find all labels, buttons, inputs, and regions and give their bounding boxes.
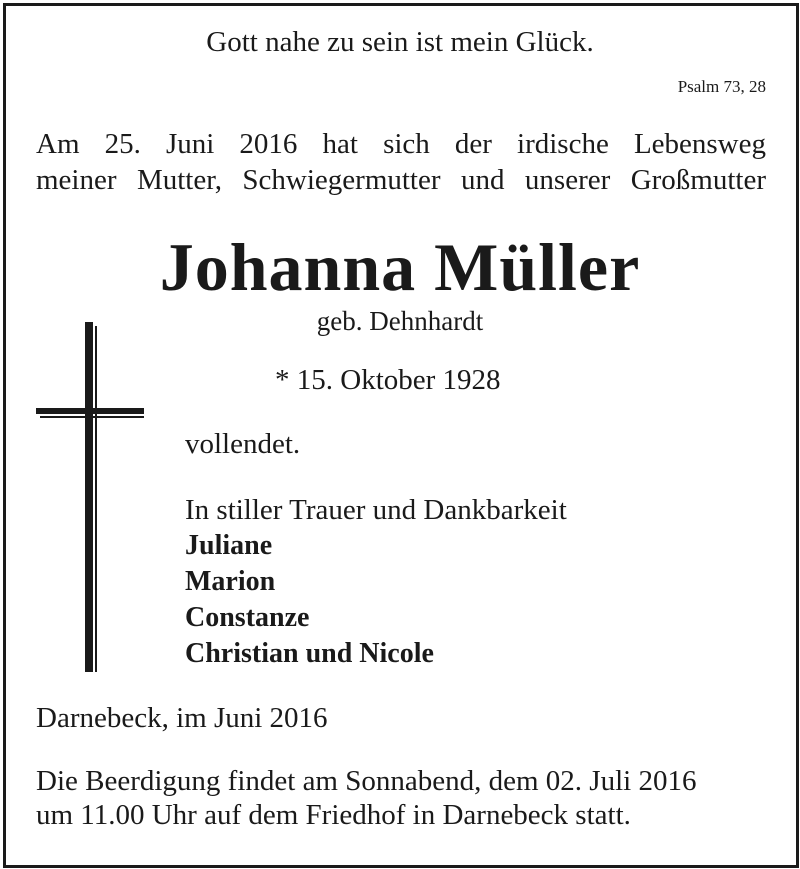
verse-source: Psalm 73, 28 [677,77,766,96]
funeral-line-2: um 11.00 Uhr auf dem Friedhof in Darnebeck statt. [36,799,631,831]
completed-text: vollendet. [185,428,301,460]
bible-verse: Gott nahe zu sein ist mein Glück. [206,26,594,58]
intro-line-1: Am 25. Juni 2016 hat sich der irdische Lebensweg [36,128,766,160]
mourner-name: Christian und Nicole [185,638,434,669]
mourner-name: Constanze [185,602,310,633]
place-and-date: Darnebeck, im Juni 2016 [36,702,328,734]
intro-text [36,126,766,198]
intro-line-2: meiner Mutter, Schwiegermutter und unserer Großmutter [36,164,766,196]
mourning-line: In stiller Trauer und Dankbarkeit [185,494,567,526]
mourner-name: Juliane [185,530,273,561]
maiden-name: geb. Dehnhardt [316,306,484,336]
birth-date: * 15. Oktober 1928 [275,364,501,396]
funeral-details [36,764,766,832]
mourner-name: Marion [185,566,276,597]
deceased-name: Johanna Müller [159,229,641,305]
cross-icon [36,322,144,672]
funeral-line-1: Die Beerdigung findet am Sonnabend, dem 02. Juli 2016 [36,765,697,797]
